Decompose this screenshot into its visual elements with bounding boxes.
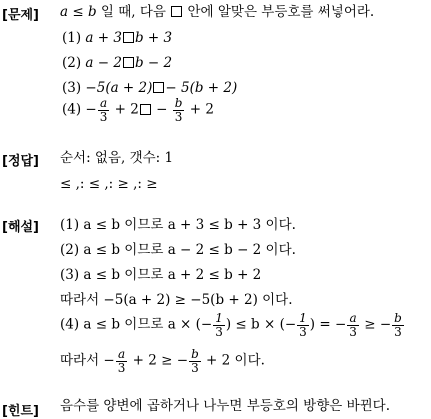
answer-line-2: ≤ ,: ≤ ,: ≥ ,: ≥ <box>60 176 158 192</box>
explanation-label: [해설] <box>2 220 39 235</box>
explanation-line-3: (3) a ≤ b 이므로 a + 2 ≤ b + 2 <box>60 267 262 283</box>
hint-text: 음수를 양변에 곱하거나 나누면 부등호의 방향은 바뀐다. <box>60 398 390 414</box>
problem-stem <box>60 6 374 20</box>
problem-item-2: (2) a − 2 b − 2 <box>62 55 173 71</box>
blank-box-icon <box>153 82 164 93</box>
stem-text-2: 안에 알맞은 부등호를 써넣어라. <box>183 4 375 20</box>
stem-condition: a ≤ b <box>60 4 97 20</box>
blank-box-icon <box>123 57 134 68</box>
explanation-line-6: 따라서 − $\frac{a}{3}$ + 2 ≥ − $\frac{b}{3}$ + 2 이다. <box>60 347 265 375</box>
blank-box-icon <box>123 32 134 43</box>
answer-label: [정답] <box>2 154 39 169</box>
explanation-line-5: (4) a ≤ b 이므로 a × (− $\frac{1}{3}$ ) ≤ b × (− $\frac{1}{3}$ ) = − $\frac{a}{3}$ ≥ − $\frac{b}{3}$ <box>60 311 402 339</box>
explanation-line-2: (2) a ≤ b 이므로 a − 2 ≤ b − 2 이다. <box>60 242 296 258</box>
problem-label: [문제] <box>2 8 39 23</box>
answer-line-1: 순서: 없음, 갯수: 1 <box>60 150 174 166</box>
hint-label: [힌트] <box>2 404 39 419</box>
problem-item-3: (3) −5(a + 2) − 5(b + 2) <box>62 80 238 96</box>
blank-box-icon <box>140 104 151 115</box>
blank-box-icon <box>171 6 182 17</box>
problem-item-1: (1) a + 3 b + 3 <box>62 30 173 46</box>
stem-text-1: 일 때, 다음 <box>96 4 171 20</box>
explanation-line-1: (1) a ≤ b 이므로 a + 3 ≤ b + 3 이다. <box>60 217 296 233</box>
explanation-line-4: 따라서 −5(a + 2) ≥ −5(b + 2) 이다. <box>60 292 293 308</box>
problem-item-4: (4) − $\frac{a}{3}$ + 2 − $\frac{b}{3}$ + 2 <box>62 96 214 124</box>
